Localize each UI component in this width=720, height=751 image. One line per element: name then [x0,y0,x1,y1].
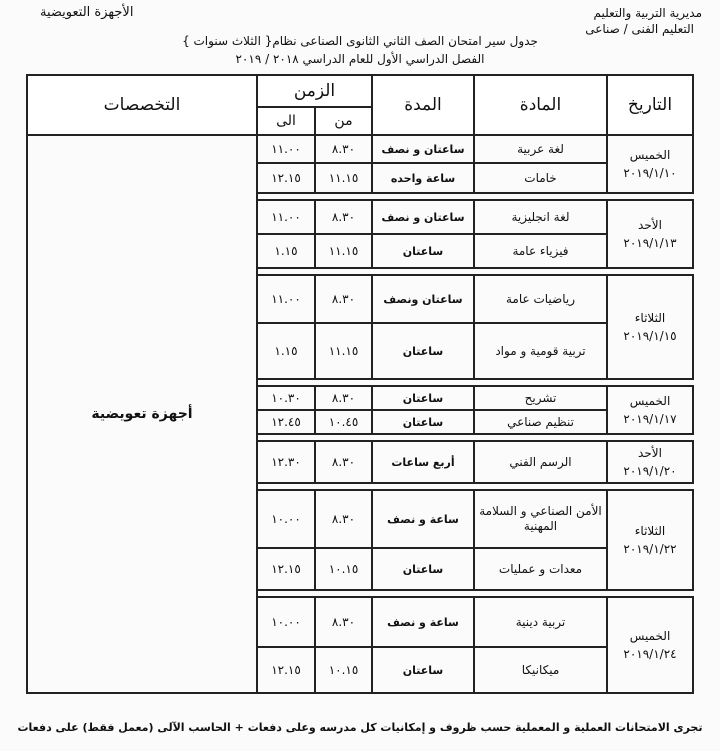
date-value: ٢٠١٩/١/١٣ [623,236,677,250]
exam-subject: فيزياء عامة [474,234,607,268]
day-name: الأحد [638,446,662,460]
directorate-name: مديرية التربية والتعليم [593,6,702,20]
time-to: ١٠.٠٠ [257,597,315,647]
time-from: ١١.١٥ [315,163,372,193]
time-to: ١٢.٣٠ [257,441,315,483]
time-to: ١١.٠٠ [257,200,315,234]
exam-duration: ساعة و نصف [372,490,474,548]
day-name: الثلاثاء [634,524,666,538]
header-date: التاريخ [607,75,693,135]
time-from: ١٠.١٥ [315,548,372,590]
time-from: ٨.٣٠ [315,490,372,548]
exam-subject: رياضيات عامة [474,275,607,323]
exam-duration: ساعتان ونصف [372,275,474,323]
exam-subject: تربية قومية و مواد [474,323,607,379]
exam-duration: أربع ساعات [372,441,474,483]
separator-cell [257,483,693,490]
exam-subject: تربية دينية [474,597,607,647]
exam-duration: ساعة واحده [372,163,474,193]
time-to: ١٠.٠٠ [257,490,315,548]
time-from: ٨.٣٠ [315,441,372,483]
exam-date [607,490,693,590]
exam-subject: الأمن الصناعي و السلامة المهنية [474,490,607,548]
day-name: الخميس [629,148,671,162]
date-value: ٢٠١٩/١/١٧ [623,412,677,426]
separator-cell [257,379,693,386]
date-value: ٢٠١٩/١/١٥ [623,329,677,343]
time-from: ٨.٣٠ [315,200,372,234]
time-from: ٨.٣٠ [315,597,372,647]
time-from: ١١.١٥ [315,323,372,379]
header-specialization: التخصصات [27,75,257,135]
date-value: ٢٠١٩/١/٢٠ [623,464,677,478]
time-to: ١٢.٤٥ [257,410,315,434]
time-to: ١.١٥ [257,234,315,268]
exam-date [607,275,693,379]
exam-date [607,386,693,434]
time-from: ٨.٣٠ [315,135,372,163]
time-from: ١١.١٥ [315,234,372,268]
exam-row [27,135,693,163]
schedule-body [27,135,693,693]
footer-note: تجرى الامتحانات العملية و المعملية حسب ظروف و إمكانيات كل مدرسه وعلى دفعات + الحاسب الآلى (معمل فقط) على دفعات [17,721,703,734]
header-subject: المادة [474,75,607,135]
specialization-cell: أجهزة تعويضية [27,135,257,693]
exam-subject: الرسم الفني [474,441,607,483]
header-time: الزمن [257,75,372,107]
header-to: الى [257,107,315,135]
exam-date [607,200,693,268]
exam-date [607,441,693,483]
date-value: ٢٠١٩/١/١٠ [623,166,677,180]
header-from: من [315,107,372,135]
time-to: ١١.٠٠ [257,275,315,323]
exam-duration: ساعتان [372,323,474,379]
exam-duration: ساعتان [372,548,474,590]
time-to: ١٢.١٥ [257,163,315,193]
exam-duration: ساعتان [372,234,474,268]
time-from: ١٠.١٥ [315,647,372,693]
semester-title: الفصل الدراسي الأول للعام الدراسي ٢٠١٨ / ٢٠١٩ [235,52,485,66]
date-value: ٢٠١٩/١/٢٤ [623,647,677,661]
exam-duration: ساعة و نصف [372,597,474,647]
exam-schedule-table [26,74,694,694]
exam-subject: ميكانيكا [474,647,607,693]
program-name: الأجهزة التعويضية [40,5,134,20]
exam-subject: خامات [474,163,607,193]
time-to: ١١.٠٠ [257,135,315,163]
exam-date [607,135,693,193]
time-from: ٨.٣٠ [315,386,372,410]
exam-subject: لغة انجليزية [474,200,607,234]
department-name: التعليم الفنى / صناعى [585,22,694,36]
day-name: الثلاثاء [634,311,666,325]
exam-subject: معدات و عمليات [474,548,607,590]
exam-duration: ساعتان [372,647,474,693]
time-from: ٨.٣٠ [315,275,372,323]
day-name: الأحد [638,218,662,232]
exam-duration: ساعتان و نصف [372,135,474,163]
time-to: ١.١٥ [257,323,315,379]
date-value: ٢٠١٩/١/٢٢ [623,542,677,556]
separator-cell [257,268,693,275]
time-to: ١٠.٣٠ [257,386,315,410]
exam-duration: ساعتان [372,410,474,434]
header-duration: المدة [372,75,474,135]
exam-subject: لغة عربية [474,135,607,163]
exam-subject: تشريح [474,386,607,410]
exam-date [607,597,693,693]
exam-duration: ساعتان [372,386,474,410]
separator-cell [257,434,693,441]
schedule-title: جدول سير امتحان الصف الثاني الثانوى الصناعى نظام{ الثلاث سنوات } [182,34,538,48]
exam-subject: تنظيم صناعي [474,410,607,434]
time-to: ١٢.١٥ [257,548,315,590]
exam-duration: ساعتان و نصف [372,200,474,234]
day-name: الخميس [629,394,671,408]
separator-cell [257,193,693,200]
time-from: ١٠.٤٥ [315,410,372,434]
time-to: ١٢.١٥ [257,647,315,693]
separator-cell [257,590,693,597]
day-name: الخميس [629,629,671,643]
